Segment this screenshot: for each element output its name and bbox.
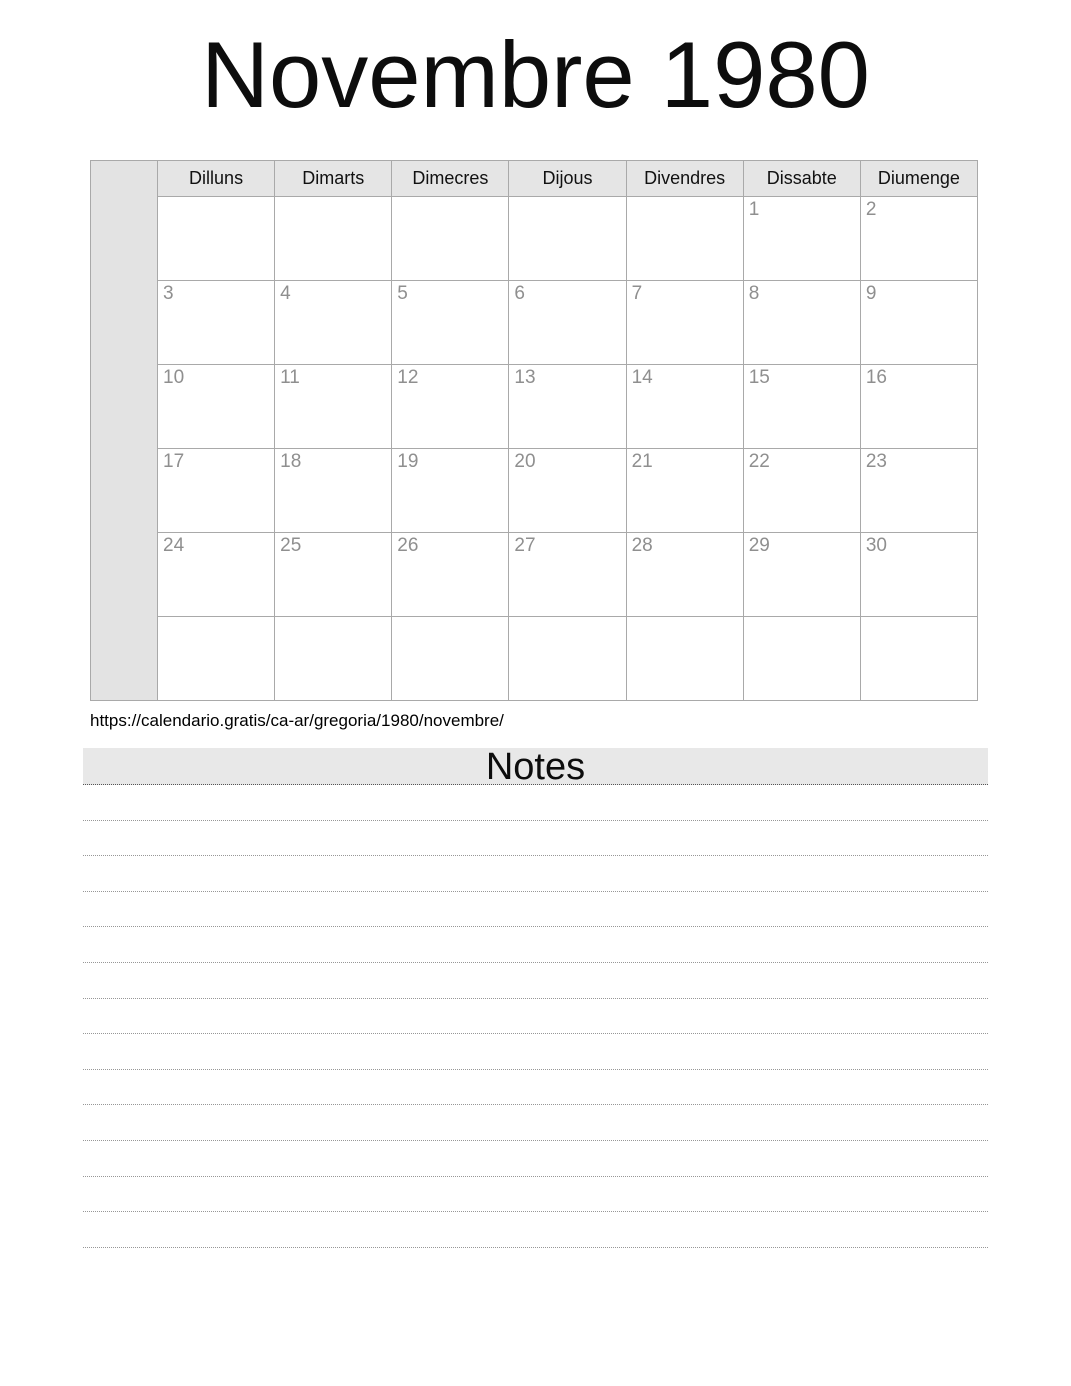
left-spacer-column [91,161,158,701]
weekday-header-diumenge: Diumenge [860,161,977,197]
week-row [91,449,978,533]
day-cell-23: 23 [860,449,977,533]
day-cell-13: 13 [509,365,626,449]
day-cell-4: 4 [275,281,392,365]
day-cell-29: 29 [743,533,860,617]
note-line [83,1070,988,1106]
day-cell-6: 6 [509,281,626,365]
day-cell-10: 10 [158,365,275,449]
note-line [83,927,988,963]
day-cell-12: 12 [392,365,509,449]
note-line [83,963,988,999]
empty-day-cell [626,617,743,701]
day-cell-5: 5 [392,281,509,365]
empty-day-cell [626,197,743,281]
week-row [91,533,978,617]
empty-day-cell [743,617,860,701]
weekday-header-dilluns: Dilluns [158,161,275,197]
day-cell-9: 9 [860,281,977,365]
empty-day-cell [275,197,392,281]
day-cell-7: 7 [626,281,743,365]
day-cell-24: 24 [158,533,275,617]
note-line [83,1034,988,1070]
empty-day-cell [392,197,509,281]
day-cell-16: 16 [860,365,977,449]
day-cell-20: 20 [509,449,626,533]
day-cell-27: 27 [509,533,626,617]
day-cell-18: 18 [275,449,392,533]
day-cell-15: 15 [743,365,860,449]
day-cell-26: 26 [392,533,509,617]
empty-day-cell [509,197,626,281]
weekday-header-divendres: Divendres [626,161,743,197]
note-line [83,1177,988,1213]
note-line [83,1105,988,1141]
calendar-source-url: https://calendario.gratis/ca-ar/gregoria/1980/novembre/ [90,711,504,730]
calendar-table [90,160,978,701]
day-cell-8: 8 [743,281,860,365]
week-row [91,197,978,281]
empty-day-cell [158,617,275,701]
day-cell-2: 2 [860,197,977,281]
weekday-header-dimarts: Dimarts [275,161,392,197]
empty-day-cell [158,197,275,281]
week-row [91,365,978,449]
week-row [91,281,978,365]
day-cell-19: 19 [392,449,509,533]
day-cell-1: 1 [743,197,860,281]
note-line [83,856,988,892]
note-line [83,892,988,928]
empty-day-cell [392,617,509,701]
day-cell-30: 30 [860,533,977,617]
notes-section [83,748,988,1248]
weekday-header-dissabte: Dissabte [743,161,860,197]
notes-lines [83,785,988,1248]
day-cell-3: 3 [158,281,275,365]
note-line [83,1212,988,1248]
note-line [83,785,988,821]
empty-day-cell [860,617,977,701]
note-line [83,1141,988,1177]
week-row [91,617,978,701]
note-line [83,999,988,1035]
day-cell-22: 22 [743,449,860,533]
weekday-header-dimecres: Dimecres [392,161,509,197]
notes-header: Notes [83,748,988,785]
calendar-container [90,160,978,701]
day-cell-25: 25 [275,533,392,617]
day-cell-17: 17 [158,449,275,533]
day-cell-21: 21 [626,449,743,533]
day-cell-28: 28 [626,533,743,617]
day-cell-14: 14 [626,365,743,449]
day-cell-11: 11 [275,365,392,449]
empty-day-cell [275,617,392,701]
weekday-header-row [91,161,978,197]
weekday-header-dijous: Dijous [509,161,626,197]
note-line [83,821,988,857]
empty-day-cell [509,617,626,701]
page-title: Novembre 1980 [201,22,870,127]
